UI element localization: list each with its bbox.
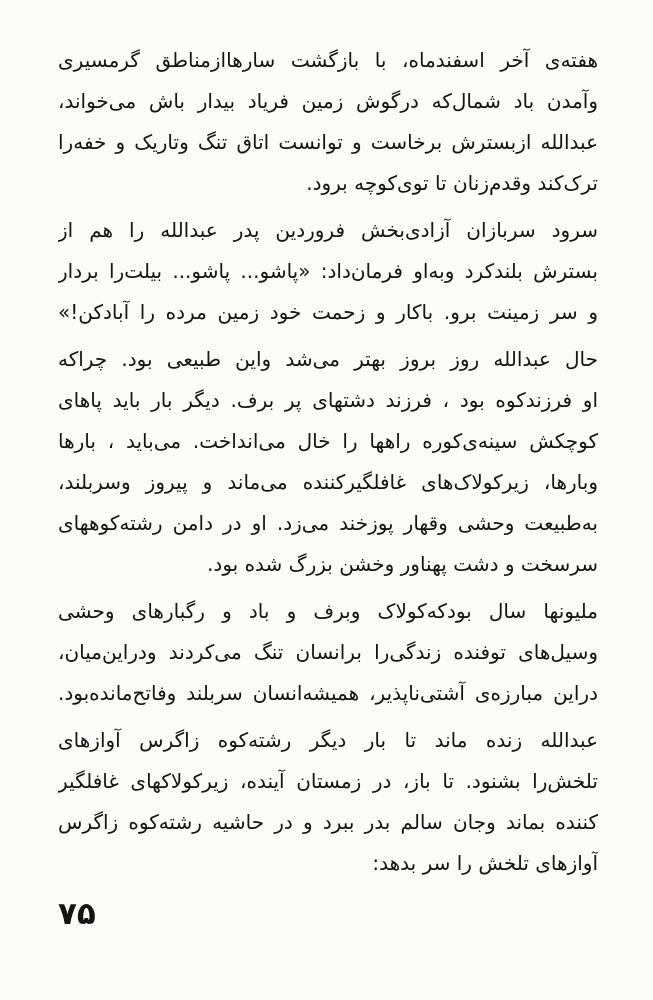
- text-line: ترک‌کند وقدم‌زنان تا توی‌کوچه برود.: [306, 171, 598, 195]
- text-line: کننده بماند وجان سالم بدر ببرد و در حاشیه رشته‌کوه زاگرس: [58, 810, 598, 834]
- page-number: ۷۵: [58, 896, 96, 932]
- text-line: حال عبدالله روز بروز بهتر می‌شد واین طبیعی بود. چراکه: [58, 347, 598, 371]
- text-line: تلخش‌را بشنود. تا باز، در زمستان آینده، زیرکولاکهای غافلگیر: [58, 769, 598, 793]
- paragraph: [58, 40, 598, 204]
- text-line: سرود سربازان آزادی‌بخش فروردین پدر عبدالله را هم از: [58, 218, 598, 242]
- text-line: دراین مبارزه‌ی آشتی‌ناپذیر، همیشه‌انسان سربلند وفاتح‌مانده‌بود.: [58, 681, 598, 705]
- paragraph: [58, 210, 598, 333]
- text-line: آوازهای تلخش را سر بدهد:: [372, 851, 598, 875]
- text-line: کوچکش سینه‌ی‌کوره راهها را خال می‌انداخت. می‌باید ، بارها: [58, 429, 598, 453]
- paragraph: [58, 339, 598, 585]
- text-block: [58, 40, 598, 884]
- text-line: وبارها، زیرکولاک‌های غافلگیرکننده می‌ماند و پیروز وسربلند،: [58, 470, 598, 494]
- paragraph: [58, 591, 598, 714]
- paragraph: [58, 720, 598, 884]
- text-line: عبدالله ازبسترش برخاست و توانست اتاق تنگ وتاریک و خفه‌را: [58, 130, 598, 154]
- text-line: هفته‌ی آخر اسفندماه، با بازگشت سارهاازمناطق گرمسیری: [58, 48, 598, 72]
- text-line: او فرزندکوه بود ، فرزند دشتهای پر برف. دیگر بار باید پاهای: [58, 388, 598, 412]
- text-line: بسترش بلندکرد وبه‌او فرمان‌داد: «پاشو... پاشو... بیلت‌را بردار: [58, 259, 598, 283]
- text-line: ملیونها سال بودکه‌کولاک وبرف و باد و رگبارهای وحشی: [58, 599, 598, 623]
- text-line: به‌طبیعت وحشی وقهار پوزخند می‌زد. او در دامن رشته‌کوههای: [58, 511, 598, 535]
- text-line: و سر زمینت برو. باکار و زحمت خود زمین مرده را آبادکن!»: [58, 300, 598, 324]
- text-line: وسیل‌های توفنده زندگی‌را برانسان تنگ می‌کردند ودراین‌میان،: [58, 640, 598, 664]
- text-line: وآمدن باد شمال‌که درگوش زمین فریاد بیدار باش می‌خواند،: [58, 89, 598, 113]
- text-line: سرسخت و دشت پهناور وخشن بزرگ شده بود.: [207, 552, 598, 576]
- text-line: عبدالله زنده ماند تا بار دیگر رشته‌کوه زاگرس آوازهای: [58, 728, 598, 752]
